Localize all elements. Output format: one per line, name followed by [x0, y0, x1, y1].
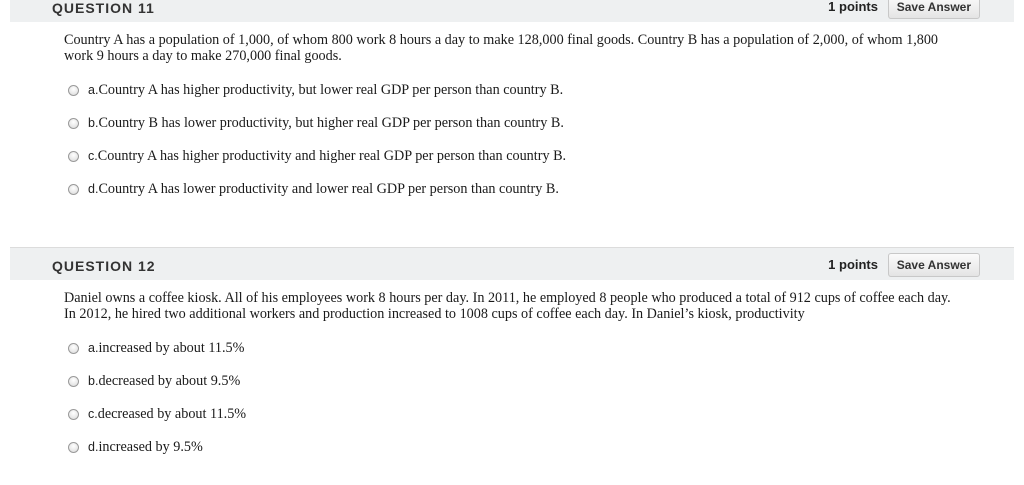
option-text: Country A has higher productivity and higher real GDP per person than country B. — [97, 147, 567, 164]
answer-option-a[interactable] — [68, 80, 563, 100]
option-letter: d. — [88, 440, 99, 454]
radio-button[interactable] — [68, 376, 79, 387]
question-text: Country A has a population of 1,000, of whom 800 work 8 hours a day to make 128,000 final goods. Country B has a population of 2,000, of whom 1,800 work 9 hours a day to make 270,000 final goods. — [64, 32, 939, 64]
question-text: Daniel owns a coffee kiosk. All of his employees work 8 hours per day. In 2011, he employed 8 people who produced a total of 912 cups of coffee each day. In 2012, he hired two additional workers and production increased to 1008 cups of coffee each day. In Daniel’s kiosk, productivity — [64, 290, 951, 322]
question-header — [10, 0, 1014, 22]
radio-button[interactable] — [68, 409, 79, 420]
points-label: 1 points — [828, 0, 878, 14]
option-text: increased by 9.5% — [98, 438, 203, 455]
option-letter: a. — [88, 341, 99, 355]
points-label: 1 points — [828, 257, 878, 272]
question-12 — [10, 247, 1014, 485]
option-letter: d. — [88, 182, 99, 196]
question-title: QUESTION 12 — [52, 258, 156, 274]
question-title: QUESTION 11 — [52, 0, 155, 16]
radio-button[interactable] — [68, 118, 79, 129]
option-text: decreased by about 9.5% — [98, 372, 241, 389]
save-answer-button[interactable]: Save Answer — [888, 253, 980, 277]
answer-option-c[interactable] — [68, 404, 246, 424]
answer-option-a[interactable] — [68, 338, 244, 358]
option-text: Country B has lower productivity, but higher real GDP per person than country B. — [98, 114, 564, 131]
option-text: decreased by about 11.5% — [97, 405, 247, 422]
radio-button[interactable] — [68, 343, 79, 354]
radio-button[interactable] — [68, 184, 79, 195]
option-letter: b. — [88, 374, 99, 388]
radio-button[interactable] — [68, 85, 79, 96]
option-text: increased by about 11.5% — [98, 339, 245, 356]
option-text: Country A has lower productivity and lower real GDP per person than country B. — [98, 180, 559, 197]
answer-option-b[interactable] — [68, 371, 240, 391]
answer-option-d[interactable] — [68, 437, 203, 457]
radio-button[interactable] — [68, 151, 79, 162]
option-letter: b. — [88, 116, 99, 130]
answer-option-b[interactable] — [68, 113, 564, 133]
option-letter: c. — [88, 407, 98, 421]
question-11 — [10, 0, 1014, 220]
question-header — [10, 248, 1014, 280]
option-letter: c. — [88, 149, 98, 163]
answer-option-c[interactable] — [68, 146, 566, 166]
save-answer-button[interactable]: Save Answer — [888, 0, 980, 19]
radio-button[interactable] — [68, 442, 79, 453]
option-text: Country A has higher productivity, but lower real GDP per person than country B. — [98, 81, 564, 98]
option-letter: a. — [88, 83, 99, 97]
answer-option-d[interactable] — [68, 179, 559, 199]
